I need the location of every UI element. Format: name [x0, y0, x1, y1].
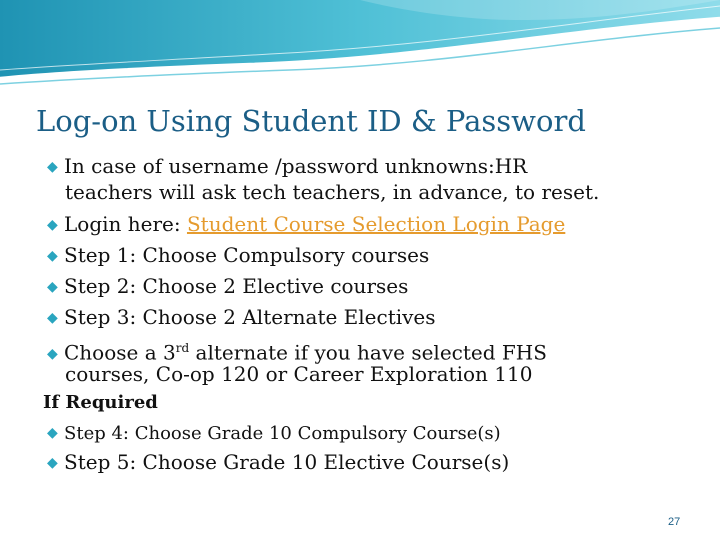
bullet-icon: ◆: [47, 217, 58, 233]
bullet-text-end: alternate if you have selected FHS: [189, 340, 547, 365]
bullet-icon: ◆: [47, 279, 58, 295]
login-page-link[interactable]: Student Course Selection Login Page: [186, 212, 566, 236]
bullet-login: [47, 212, 565, 237]
slide-title: Log-on Using Student ID & Password: [36, 104, 586, 138]
bullet-step-1: [47, 243, 429, 268]
bullet-text: Step 3: Choose 2 Alternate Electives: [64, 305, 436, 329]
bullet-text: In case of username /password unknowns:HR: [64, 154, 528, 178]
bullet-reset-info: [47, 154, 527, 179]
bullet-continuation: courses, Co-op 120 or Career Exploration 110: [65, 362, 533, 386]
bullet-step-3: [47, 305, 436, 330]
bullet-continuation: teachers will ask tech teachers, in advance, to reset.: [65, 180, 600, 204]
bullet-text: Step 1: Choose Compulsory courses: [64, 243, 430, 267]
bullet-icon: ◆: [47, 159, 58, 175]
ordinal-superscript: rd: [175, 341, 190, 355]
bullet-icon: ◆: [47, 455, 58, 471]
bullet-step-5: [47, 450, 509, 475]
bullet-text: Step 2: Choose 2 Elective courses: [64, 274, 409, 298]
bullet-step-4: [47, 421, 501, 446]
bullet-step-2: [47, 274, 408, 299]
bullet-text: Choose a 3: [64, 340, 176, 365]
bullet-icon: ◆: [47, 248, 58, 264]
header-wave-decoration: [0, 0, 720, 90]
bullet-text: Step 4: Choose Grade 10 Compulsory Course(s): [64, 423, 501, 444]
bullet-text: Login here:: [64, 212, 187, 236]
page-number: 27: [668, 516, 681, 528]
if-required-heading: If Required: [43, 392, 158, 413]
bullet-icon: ◆: [47, 345, 58, 362]
bullet-icon: ◆: [47, 425, 58, 441]
bullet-text: Step 5: Choose Grade 10 Elective Course(s): [64, 450, 510, 474]
bullet-icon: ◆: [47, 310, 58, 326]
